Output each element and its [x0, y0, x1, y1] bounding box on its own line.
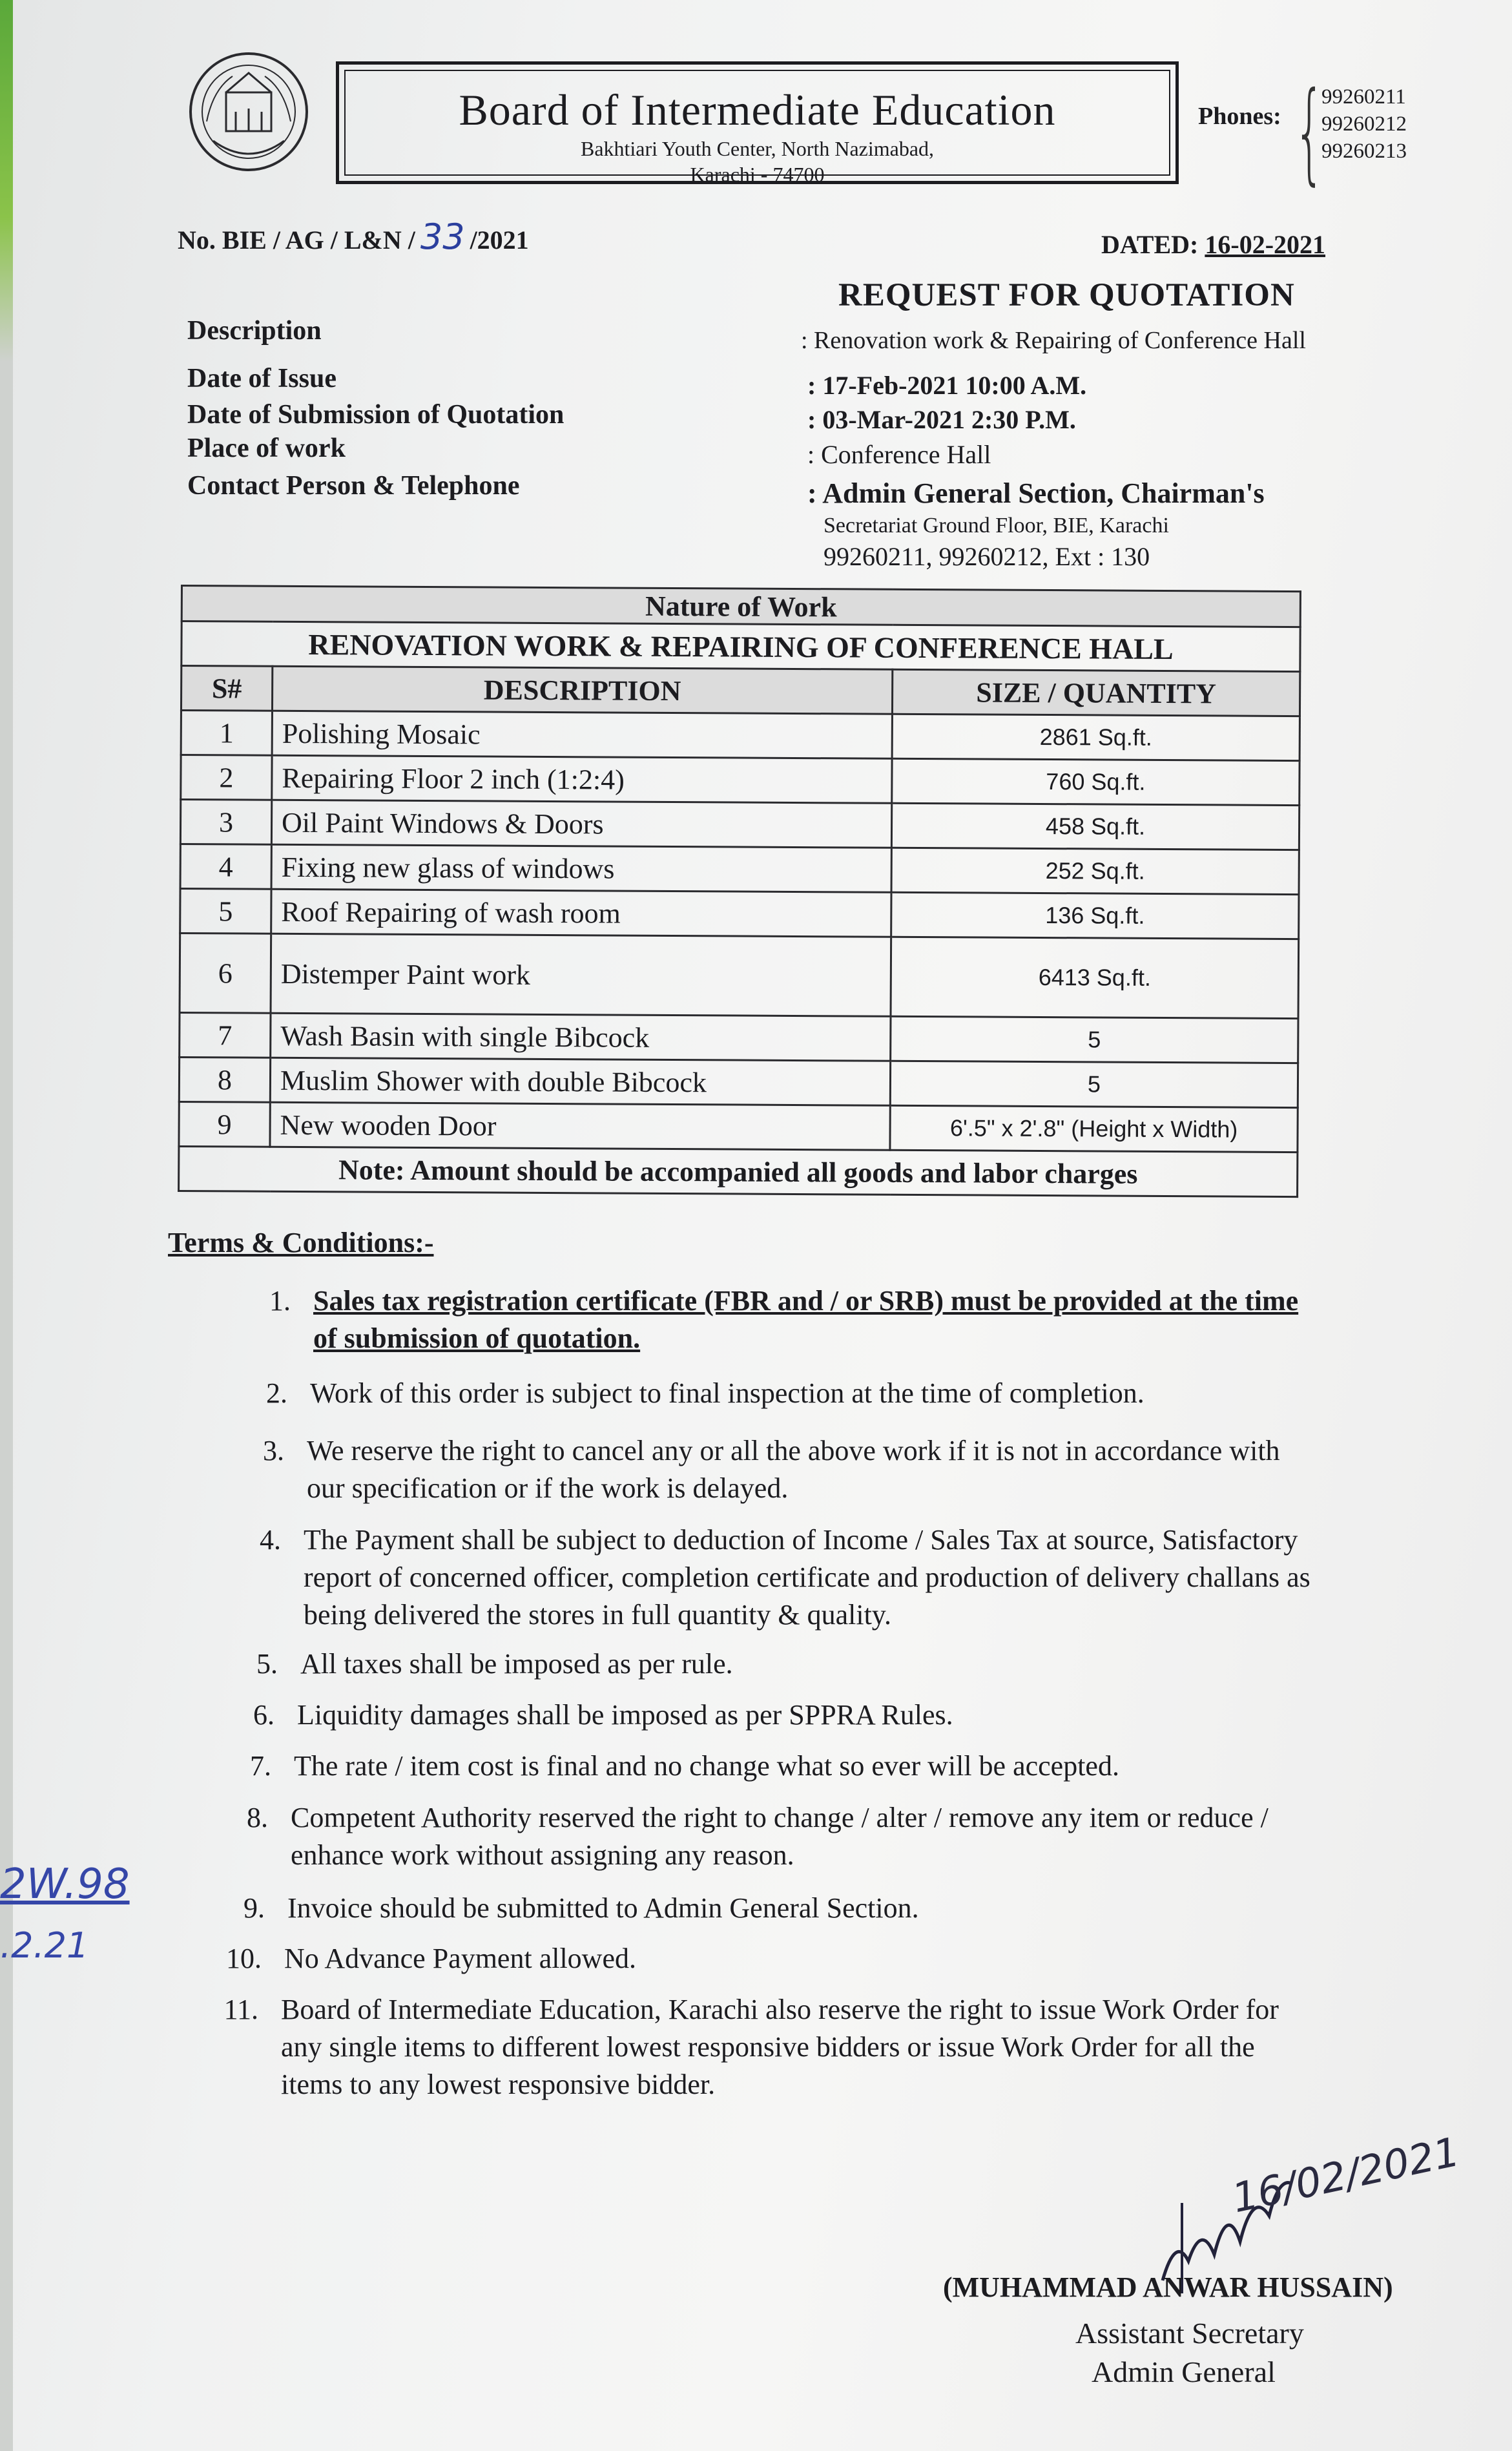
term-number: 2. — [266, 1377, 287, 1409]
detail-label-contact: Contact Person & Telephone — [187, 471, 520, 501]
table-header-row — [181, 586, 1300, 627]
reference-handwritten-number: 33 — [420, 216, 465, 257]
term-line: items to any lowest responsive bidder. — [281, 2069, 716, 2100]
term-line: our specification or if the work is delayed. — [307, 1472, 789, 1504]
document-title: REQUEST FOR QUOTATION — [838, 277, 1295, 313]
table-row — [179, 1101, 1298, 1152]
detail-value-contact: : Admin General Section, Chairman's — [807, 477, 1265, 509]
row-description: Roof Repairing of wash room — [271, 889, 891, 937]
detail-label-issue-date: Date of Issue — [187, 364, 337, 393]
detail-label-submission-date: Date of Submission of Quotation — [187, 400, 564, 430]
table-note: Note: Amount should be accompanied all goods and labor charges — [179, 1146, 1298, 1196]
phone-number: 99260212 — [1321, 112, 1407, 136]
address-line-1: Bakhtiari Youth Center, North Nazimabad, — [580, 137, 935, 160]
signature-handwritten-date: 16/02/2021 — [1228, 2127, 1464, 2222]
signatory-department: Admin General — [1092, 2355, 1276, 2388]
phone-number: 99260213 — [1321, 140, 1407, 163]
column-header-sn: S# — [181, 666, 272, 711]
table-row — [179, 1057, 1298, 1107]
term-line: Liquidity damages shall be imposed as per SPPRA Rules. — [297, 1699, 953, 1731]
row-quantity: 5 — [891, 1016, 1298, 1063]
reference-suffix: /2021 — [470, 225, 529, 255]
phone-number: 99260211 — [1321, 85, 1406, 109]
term-line: All taxes shall be imposed as per rule. — [300, 1648, 733, 1680]
row-description: Oil Paint Windows & Doors — [271, 800, 891, 848]
term-line: Board of Intermediate Education, Karachi also reserve the right to issue Work Order for — [281, 1994, 1279, 2025]
row-quantity: 760 Sq.ft. — [892, 758, 1300, 805]
term-number: 8. — [247, 1802, 268, 1833]
nature-of-work-header: Nature of Work — [181, 586, 1300, 627]
term-line: Sales tax registration certificate (FBR and / or SRB) must be provided at the time — [313, 1285, 1299, 1317]
row-sn: 2 — [181, 755, 272, 800]
detail-label-place: Place of work — [187, 433, 346, 463]
margin-handwritten-note: 2W.98 — [0, 1861, 130, 1908]
term-line: enhance work without assigning any reason. — [291, 1839, 794, 1871]
table-row — [181, 711, 1300, 761]
row-sn: 7 — [180, 1012, 271, 1058]
term-number: 11. — [223, 1994, 258, 2025]
detail-value-description: : Renovation work & Repairing of Conference Hall — [801, 327, 1306, 354]
brace-icon: { — [1294, 68, 1325, 196]
row-quantity: 252 Sq.ft. — [891, 848, 1299, 894]
term-line: being delivered the stores in full quantity & quality. — [304, 1599, 891, 1631]
term-number: 5. — [256, 1648, 278, 1680]
row-quantity: 6413 Sq.ft. — [891, 937, 1299, 1018]
table-note-row — [179, 1146, 1298, 1196]
terms-title: Terms & Conditions:- — [168, 1227, 434, 1258]
term-number: 3. — [263, 1435, 284, 1466]
row-sn: 9 — [179, 1101, 270, 1147]
row-description: Fixing new glass of windows — [271, 844, 891, 892]
term-line: The rate / item cost is final and no change what so ever will be accepted. — [294, 1750, 1119, 1782]
term-line: any single items to different lowest responsive bidders or issue Work Order for all the — [281, 2031, 1255, 2063]
detail-value-place: : Conference Hall — [807, 440, 991, 469]
row-sn: 4 — [180, 844, 271, 890]
term-number: 10. — [226, 1943, 262, 1974]
term-number: 4. — [260, 1524, 281, 1556]
row-description: Polishing Mosaic — [272, 711, 892, 758]
term-line: Work of this order is subject to final inspection at the time of completion. — [310, 1377, 1144, 1409]
row-description: Repairing Floor 2 inch (1:2:4) — [272, 755, 892, 803]
row-sn: 3 — [180, 800, 271, 845]
term-line: report of concerned officer, completion certificate and production of delivery challans as — [304, 1561, 1310, 1593]
row-quantity: 5 — [890, 1061, 1298, 1107]
table-title-row — [181, 621, 1300, 672]
signatory-title: Assistant Secretary — [1075, 2317, 1304, 2350]
work-title: RENOVATION WORK & REPAIRING OF CONFERENCE HALL — [181, 621, 1300, 672]
work-items-table — [178, 585, 1301, 1198]
term-number: 9. — [243, 1892, 265, 1924]
table-row — [180, 800, 1299, 850]
term-number: 6. — [253, 1699, 274, 1731]
dated — [1101, 229, 1325, 260]
detail-label-description: Description — [187, 316, 322, 346]
row-quantity: 6'.5" x 2'.8" (Height x Width) — [890, 1105, 1298, 1152]
table-row — [180, 933, 1299, 1019]
row-description: Wash Basin with single Bibcock — [271, 1013, 891, 1061]
phones-label: Phones: — [1198, 103, 1281, 130]
column-header-row — [181, 666, 1300, 716]
detail-value-submission-date: : 03-Mar-2021 2:30 P.M. — [807, 405, 1076, 434]
dated-label: DATED: — [1101, 230, 1199, 259]
term-line: of submission of quotation. — [313, 1322, 641, 1354]
row-quantity: 136 Sq.ft. — [891, 892, 1299, 939]
detail-value-issue-date: : 17-Feb-2021 10:00 A.M. — [807, 371, 1087, 400]
table-row — [180, 1012, 1298, 1063]
column-header-description: DESCRIPTION — [272, 666, 892, 714]
margin-handwritten-date: .2.21 — [0, 1925, 89, 1966]
contact-phones: 99260211, 99260212, Ext : 130 — [823, 542, 1150, 571]
row-description: New wooden Door — [270, 1102, 890, 1150]
table-row — [181, 755, 1300, 806]
term-number: 7. — [250, 1750, 271, 1782]
row-description: Muslim Shower with double Bibcock — [270, 1058, 890, 1105]
letterhead-box — [336, 61, 1179, 184]
row-sn: 1 — [181, 711, 272, 756]
organization-title: Board of Intermediate Education — [459, 85, 1056, 134]
term-line: We reserve the right to cancel any or all the above work if it is not in accordance with — [307, 1435, 1280, 1466]
row-quantity: 2861 Sq.ft. — [892, 714, 1300, 760]
board-seal-logo — [187, 50, 310, 173]
row-quantity: 458 Sq.ft. — [891, 803, 1299, 850]
contact-address: Secretariat Ground Floor, BIE, Karachi — [823, 514, 1169, 537]
term-line: Invoice should be submitted to Admin General Section. — [287, 1892, 919, 1924]
reference-number — [178, 216, 529, 257]
row-sn: 6 — [180, 933, 271, 1014]
row-description: Distemper Paint work — [271, 933, 891, 1016]
row-sn: 8 — [179, 1057, 270, 1102]
term-number: 1. — [269, 1285, 291, 1317]
table-row — [180, 844, 1299, 895]
signatory-name: (MUHAMMAD ANWAR HUSSAIN) — [943, 2271, 1393, 2303]
row-sn: 5 — [180, 889, 271, 934]
term-line: Competent Authority reserved the right to change / alter / remove any item or reduce / — [291, 1802, 1269, 1833]
table-row — [180, 889, 1299, 939]
reference-prefix: No. BIE / AG / L&N / — [178, 225, 415, 255]
term-line: No Advance Payment allowed. — [284, 1943, 636, 1974]
column-header-quantity: SIZE / QUANTITY — [892, 669, 1300, 716]
term-line: The Payment shall be subject to deduction of Income / Sales Tax at source, Satisfactory — [304, 1524, 1298, 1556]
address-line-2: Karachi - 74700 — [690, 163, 825, 186]
dated-value: 16-02-2021 — [1205, 230, 1326, 259]
